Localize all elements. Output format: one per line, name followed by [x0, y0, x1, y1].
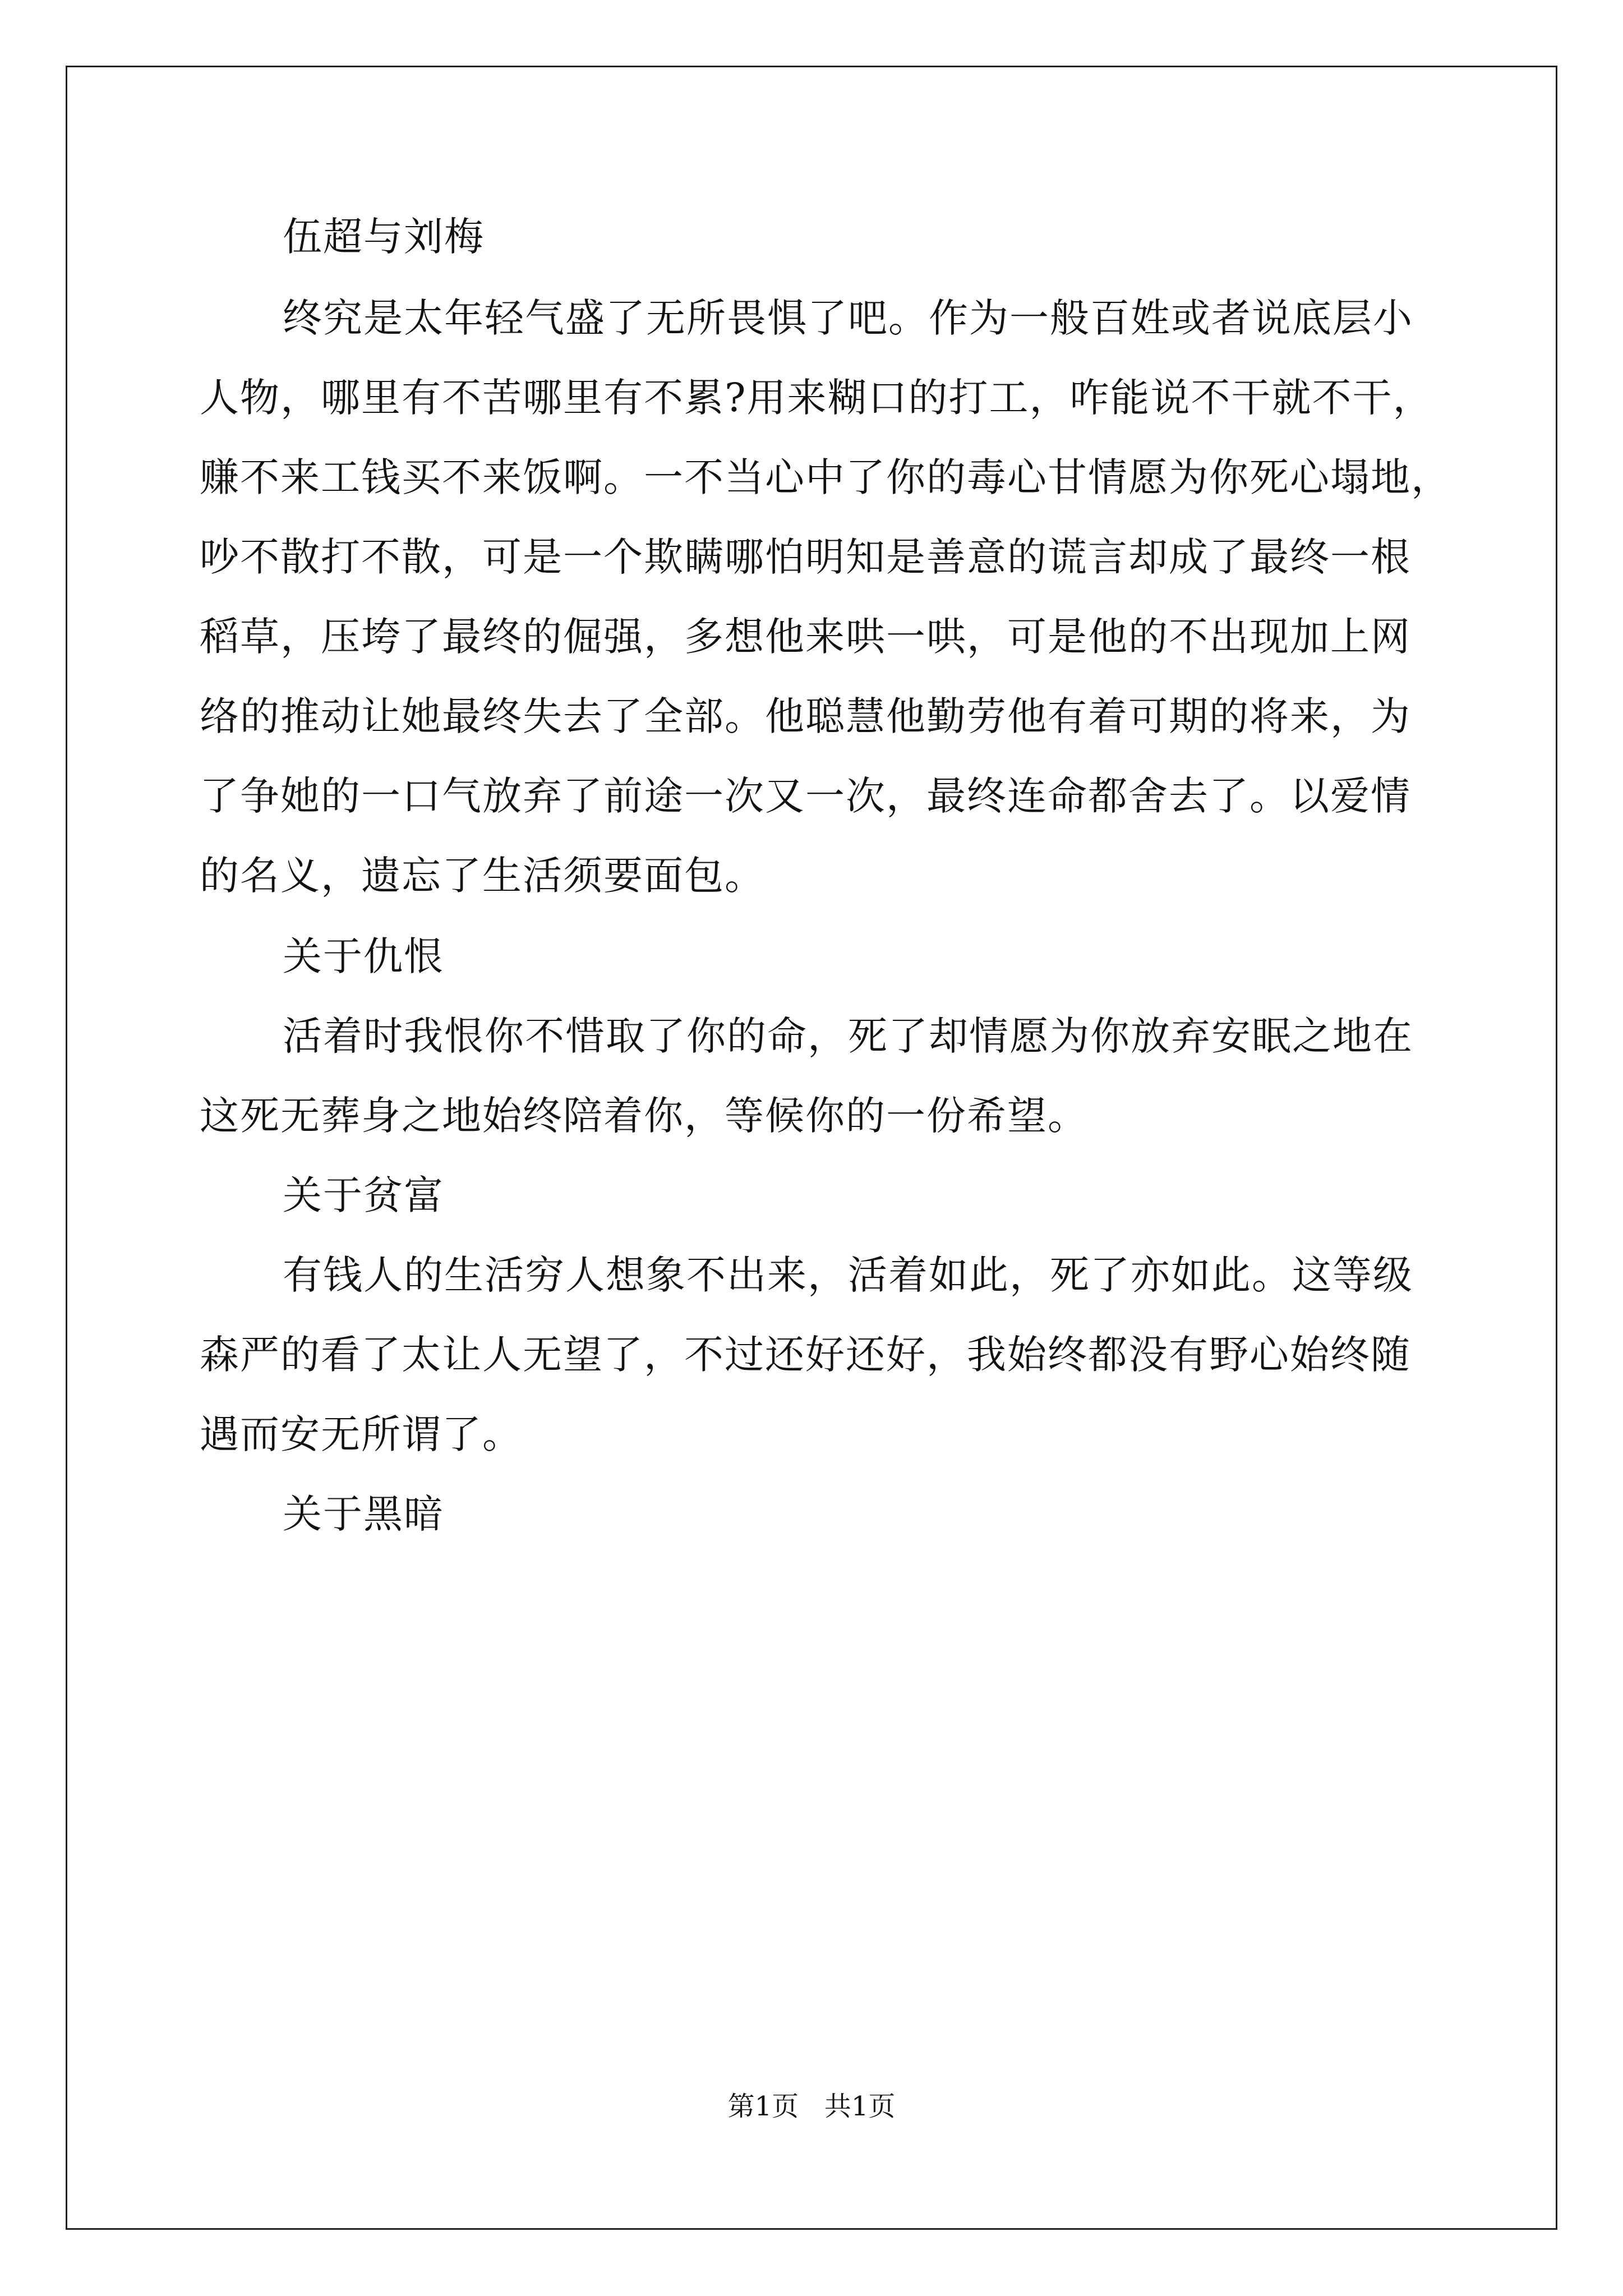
paragraph-line: 这死无葬身之地始终陪着你，等候你的一份希望。 — [200, 1093, 1088, 1139]
section-heading: 关于仇恨 — [283, 933, 444, 979]
paragraph-line: 吵不散打不散，可是一个欺瞒哪怕明知是善意的谎言却成了最终一根 — [200, 534, 1411, 580]
paragraph-line: 人物，哪里有不苦哪里有不累?用来糊口的打工，咋能说不干就不干， — [200, 375, 1433, 421]
paragraph-line: 活着时我恨你不惜取了你的命，死了却情愿为你放弃安眠之地在 — [283, 1013, 1413, 1059]
paragraph-line: 络的推动让她最终失去了全部。他聪慧他勤劳他有着可期的将来，为 — [200, 693, 1411, 739]
paragraph-line: 了争她的一口气放弃了前途一次又一次，最终连命都舍去了。以爱情 — [200, 773, 1411, 819]
paragraph-line: 稻草，压垮了最终的倔强，多想他来哄一哄，可是他的不出现加上网 — [200, 614, 1411, 660]
paragraph-line: 的名义，遗忘了生活须要面包。 — [200, 853, 765, 899]
section-heading: 关于贫富 — [283, 1172, 444, 1218]
section-heading: 伍超与刘梅 — [283, 214, 485, 260]
section-heading: 关于黑暗 — [283, 1491, 444, 1537]
paragraph-line: 赚不来工钱买不来饭啊。一不当心中了你的毒心甘情愿为你死心塌地， — [200, 454, 1451, 500]
paragraph-line: 有钱人的生活穷人想象不出来，活着如此，死了亦如此。这等级 — [283, 1252, 1413, 1298]
page-number-footer: 第1页 共1页 — [727, 2091, 896, 2122]
paragraph-line: 遇而安无所谓了。 — [200, 1411, 523, 1457]
paragraph-line: 终究是太年轻气盛了无所畏惧了吧。作为一般百姓或者说底层小 — [283, 295, 1413, 341]
paragraph-line: 森严的看了太让人无望了，不过还好还好，我始终都没有野心始终随 — [200, 1332, 1411, 1378]
